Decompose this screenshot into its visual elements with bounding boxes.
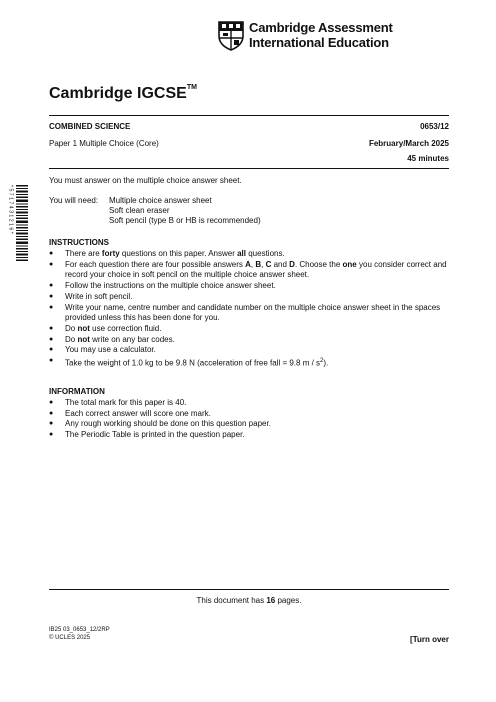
instruction-item: ● Do not write on any bar codes.: [49, 335, 451, 346]
copyright: © UCLES 2025: [49, 635, 91, 641]
information-item: ● Each correct answer will score one mark.: [49, 409, 451, 420]
subject-rule: [49, 168, 449, 169]
logo-line-1: Cambridge Assessment: [249, 20, 393, 35]
barcode: [16, 185, 28, 261]
footer-rule: [49, 589, 449, 590]
cambridge-logo: [218, 19, 393, 53]
answer-note: You must answer on the multiple choice answer sheet.: [49, 176, 242, 185]
information-list: [49, 398, 451, 441]
document-ref: IB25 03_0653_12/2RP: [49, 627, 110, 633]
instruction-item: ● Follow the instructions on the multiple choice answer sheet.: [49, 281, 451, 292]
instruction-item: ● There are forty questions on this paper. Answer all questions.: [49, 249, 451, 260]
qualification-title: [49, 85, 197, 103]
title-text: Cambridge IGCSE: [49, 85, 187, 102]
shield-logo-icon: [218, 21, 244, 51]
exam-duration: 45 minutes: [407, 154, 449, 163]
paper-name: Paper 1 Multiple Choice (Core): [49, 139, 159, 148]
need-item: Soft clean eraser: [109, 206, 170, 215]
paper-code: 0653/12: [420, 122, 449, 131]
barcode-number-text: * 5 7 1 7 4 3 1 2 1 6 *: [8, 185, 14, 234]
instruction-item: ● For each question there are four possible answers A, B, C and D. Choose the one you consider correct and record your choice in soft pencil on the multiple choice answer sheet.: [49, 260, 451, 281]
trademark-mark: TM: [186, 83, 197, 91]
instruction-item: ● Do not use correction fluid.: [49, 324, 451, 335]
instruction-item: ● Write in soft pencil.: [49, 292, 451, 303]
instruction-item: ● Take the weight of 1.0 kg to be 9.8 N (acceleration of free fall = 9.8 m / $s^2$).: [49, 356, 451, 369]
barcode-number: [8, 185, 16, 261]
page-count: This document has 16 pages.: [196, 596, 302, 605]
instruction-item: ● You may use a calculator.: [49, 345, 451, 356]
information-item: ● The total mark for this paper is 40.: [49, 398, 451, 409]
logo-line-2: International Education: [249, 35, 389, 50]
instructions-list: [49, 249, 451, 369]
instructions-heading: INSTRUCTIONS: [49, 238, 109, 247]
turn-over: [Turn over: [410, 635, 449, 644]
instruction-item: ● Write your name, centre number and candidate number on the multiple choice answer sheet in the spaces provided unless this has been done for you.: [49, 303, 451, 324]
need-item: Multiple choice answer sheet: [109, 196, 212, 205]
need-item: Soft pencil (type B or HB is recommended): [109, 216, 261, 225]
header-rule: [49, 115, 449, 116]
subject-name: COMBINED SCIENCE: [49, 122, 131, 131]
information-item: ● The Periodic Table is printed in the question paper.: [49, 430, 451, 441]
exam-session: February/March 2025: [368, 139, 449, 148]
information-heading: INFORMATION: [49, 387, 105, 396]
information-item: ● Any rough working should be done on this question paper.: [49, 419, 451, 430]
need-label: You will need:: [49, 196, 99, 205]
